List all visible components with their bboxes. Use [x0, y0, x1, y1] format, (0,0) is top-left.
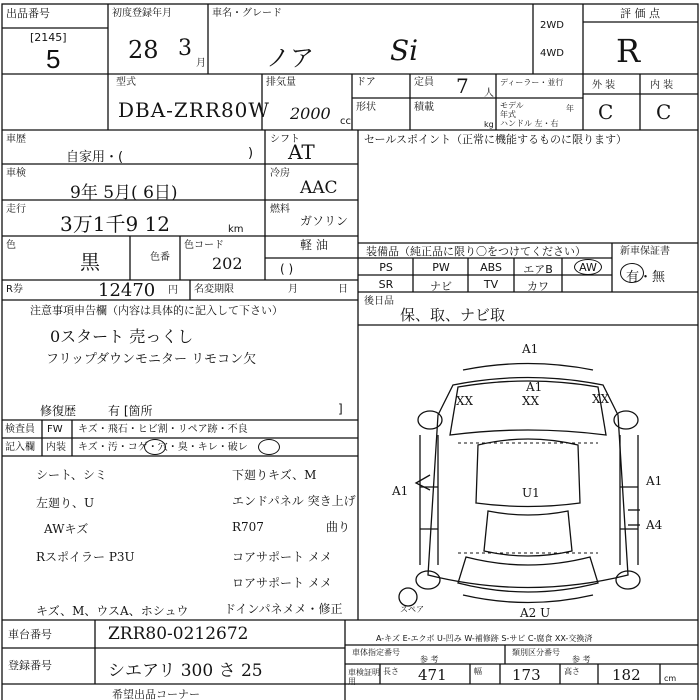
fuel-diesel: 軽 油 — [300, 238, 328, 252]
interior-check-label: 内装 — [46, 442, 66, 453]
inspector-right-5: ロアサポート メメ — [232, 576, 332, 590]
length-label: 長さ — [383, 667, 399, 676]
model-value: DBA-ZRR80W — [118, 98, 270, 122]
equip-ps: PS — [379, 261, 393, 274]
height-label: 高さ — [564, 667, 580, 676]
dealer-label: ディーラー・並行 — [500, 78, 564, 87]
rear-bumper — [463, 595, 593, 603]
damage-mark-hood: A1 — [526, 380, 543, 394]
shift-label: シフト — [270, 134, 300, 145]
sales-point-title: セールスポイント（正常に機能するものに限ります） — [364, 133, 628, 146]
kg-unit: kg — [484, 120, 494, 129]
drive-2wd: 2WD — [540, 20, 564, 31]
handle-label: ハンドル 左・右 — [500, 119, 559, 128]
interior-label: 内 装 — [650, 80, 674, 91]
repair-close: ] — [338, 402, 343, 416]
damage-legend: A-キズ E-エクボ U-凹み W-補修跡 S-サビ C-腐食 XX-交換済 — [376, 634, 593, 643]
month-unit: 月 — [196, 58, 206, 69]
color-number-label: 色番 — [150, 252, 170, 263]
door-label: ドア — [356, 77, 376, 88]
inspector-right-1: 下廻りキズ、M — [232, 468, 317, 482]
fuel-label: 燃料 — [270, 204, 290, 215]
damage-mark-roof: U1 — [522, 486, 540, 500]
inspector-label-1: 検査員 — [5, 424, 35, 435]
inspector-label-2: 記入欄 — [5, 442, 35, 453]
inspector-note-2: 左廻り、U — [36, 496, 95, 510]
first-registration-month: 3 — [178, 36, 192, 61]
yen-unit: 円 — [168, 285, 178, 296]
warranty-label: 新車保証書 — [620, 246, 670, 257]
inspection-value: 9年 5月( 6日) — [70, 183, 178, 203]
capacity-label: 定員 — [414, 77, 434, 88]
drive-4wd: 4WD — [540, 48, 564, 59]
name-change-label: 名変期限 — [194, 284, 234, 295]
recycle-value: 12470 — [98, 280, 156, 301]
fw-text: キズ・飛石・ヒビ割・リペア跡・不良 — [78, 424, 248, 435]
load-label: 積載 — [414, 102, 434, 113]
odor-circle — [258, 439, 280, 455]
attached-value: 保、取、ナビ取 — [400, 306, 506, 324]
damage-mark-rear: A2 U — [520, 606, 551, 620]
color-label: 色 — [6, 240, 16, 251]
exterior-value: C — [598, 100, 614, 124]
interior-value: C — [656, 100, 672, 124]
left-side-mark — [416, 475, 430, 490]
equip-navi: ナビ — [430, 280, 452, 293]
length-value: 471 — [418, 666, 447, 684]
rating-label: 評 価 点 — [620, 7, 660, 20]
color-code-label: 色コード — [184, 240, 224, 251]
equip-pw: PW — [432, 261, 450, 274]
notes-line-2: フリップダウンモニター リモコン欠 — [46, 352, 257, 367]
displacement-value: 2000 — [290, 104, 331, 123]
equip-aw-circle — [574, 259, 602, 275]
ac-value: AAC — [300, 178, 338, 198]
notes-line-1: 0スタート 売っくし — [50, 327, 194, 346]
equip-airbag: エアB — [523, 263, 553, 276]
category-label: 類別区分番号 — [512, 648, 560, 657]
fw-label: FW — [47, 424, 63, 435]
cm-unit: cm — [664, 674, 677, 683]
car-grade: Si — [390, 34, 419, 67]
car-name: ノア — [266, 44, 314, 72]
shift-value: AT — [288, 140, 315, 164]
car-name-label: 車名・グレード — [212, 8, 282, 19]
person-unit: 人 — [484, 88, 494, 99]
displacement-label: 排気量 — [266, 77, 296, 88]
lot-label: 出品番号 — [6, 7, 50, 20]
damage-mark-fl: XX — [456, 394, 474, 408]
km-unit: km — [228, 224, 244, 235]
inspector-note-5: キズ、M、ウスA、ホシュウ — [36, 604, 189, 618]
equip-sr: SR — [378, 278, 394, 291]
history-close: ) — [248, 146, 254, 161]
fuel-gasoline: ガソリン — [300, 214, 349, 228]
mileage-label: 走行 — [6, 204, 26, 215]
car-tailgate — [458, 557, 598, 592]
fuel-paren: ( ) — [280, 262, 294, 276]
lot-code: [2145] — [30, 31, 67, 44]
plate-label: 登録番号 — [8, 659, 52, 672]
inspector-note-1: シート、シミ — [36, 468, 107, 482]
equip-aw: AW — [579, 261, 597, 274]
stain-circle — [144, 439, 166, 455]
repair-value: 有 [箇所 — [108, 404, 153, 418]
lot-number: 5 — [46, 44, 61, 74]
inspector-right-2: エンドパネル 突き上げ — [232, 494, 356, 508]
width-label: 幅 — [474, 667, 482, 676]
history-value: 自家用・( — [66, 150, 124, 165]
year-unit: 年 — [566, 104, 574, 113]
capacity-value: 7 — [456, 74, 469, 98]
attached-title: 後日品 — [364, 296, 394, 307]
exterior-label: 外 装 — [592, 80, 616, 91]
damage-mark-right-1: A1 — [646, 474, 663, 488]
chassis-value: ZRR80-0212672 — [108, 624, 249, 644]
damage-mark-center: XX — [522, 394, 540, 408]
reference-label-2: 参 考 — [572, 655, 591, 664]
ac-label: 冷房 — [270, 168, 290, 179]
recycle-label: R券 — [6, 284, 23, 295]
equipment-title: 装備品（純正品に限り〇をつけてください） — [366, 245, 586, 258]
warranty-value: 有・無 — [626, 270, 666, 285]
model-label: 型式 — [116, 77, 136, 88]
shape-label: 形状 — [356, 102, 376, 113]
name-change-month: 月 — [288, 284, 298, 295]
inspector-right-extra: 曲り — [326, 520, 351, 534]
cert-label: 車検証明用 — [348, 668, 380, 686]
inspector-note-4: Rスポイラー P3U — [36, 550, 135, 564]
name-change-day: 日 — [338, 284, 348, 295]
inspector-note-3: AWキズ — [44, 522, 89, 536]
equip-leather: カワ — [527, 280, 549, 293]
notes-title: 注意事項申告欄（内容は具体的に記入して下さい） — [30, 304, 283, 317]
rating-value: R — [616, 32, 641, 70]
inspector-right-4: コアサポート メメ — [232, 550, 332, 564]
color-value: 黒 — [80, 250, 100, 274]
damage-mark-left: A1 — [392, 484, 409, 498]
width-value: 173 — [512, 666, 541, 684]
inspector-right-6: ドインパネメメ・修正 — [224, 602, 343, 616]
color-code-value: 202 — [212, 254, 243, 273]
warranty-circle — [620, 263, 644, 283]
damage-mark-right-2: A4 — [646, 518, 663, 532]
front-bumper — [463, 364, 593, 371]
reference-label-1: 参 考 — [420, 655, 439, 664]
wheel-front-left — [418, 411, 442, 429]
interior-check-text: キズ・汚・コゲ・穴・臭・キレ・破レ — [78, 442, 248, 453]
car-damage-diagram — [358, 325, 698, 620]
spare-label: スペア — [400, 605, 424, 614]
first-registration-label: 初度登録年月 — [112, 8, 172, 19]
damage-mark-fr: XX — [592, 392, 610, 406]
wheel-front-right — [614, 411, 638, 429]
plate-value: シエアリ 300 さ 25 — [108, 661, 263, 681]
equip-tv: TV — [483, 278, 499, 291]
height-value: 182 — [612, 666, 641, 684]
inspection-label: 車検 — [6, 168, 26, 179]
footer-label: 希望出品コーナー — [112, 688, 200, 700]
repair-label: 修復歴 — [40, 404, 77, 418]
damage-mark-front: A1 — [522, 342, 539, 356]
cc-unit: cc — [340, 116, 351, 127]
spare-tire — [399, 588, 417, 606]
mileage-value: 3万1千9 12 — [60, 212, 170, 236]
chassis-label: 車台番号 — [8, 628, 52, 641]
car-rear-window — [484, 511, 572, 556]
manufacturer-label: 車体指定番号 — [352, 648, 400, 657]
history-label: 車歴 — [6, 134, 26, 145]
model-year-label: モデル 年式 — [500, 101, 524, 119]
first-registration-year: 28 — [128, 36, 159, 64]
inspector-right-3: R707 — [232, 520, 264, 534]
equip-abs: ABS — [480, 261, 502, 274]
